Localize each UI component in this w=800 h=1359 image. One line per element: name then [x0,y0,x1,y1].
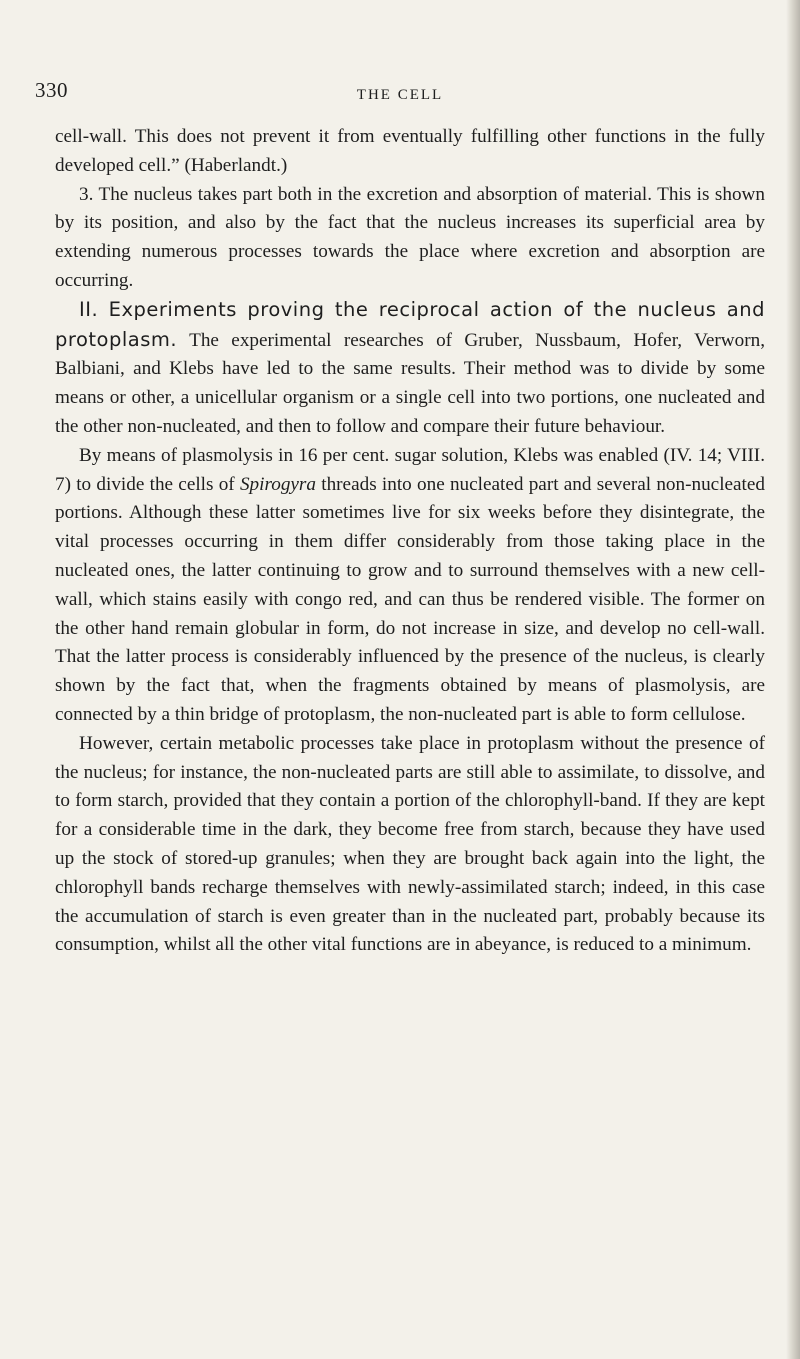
paragraph-experiments [55,296,765,442]
page-header [35,78,765,106]
paragraph-metabolic-processes: However, certain metabolic processes take place in protoplasm without the presence of the nucleus; for instance, the non-nucleated parts are still able to assimilate, to dissolve, and to form starch, provided that they contain a portion of the chlorophyll-band. If they are kept for a considerable time in the dark, they become free from starch, because they have used up the stock of stored-up granules; when they are brought back again into the light, the chlorophyll bands recharge themselves with newly-assimilated starch; indeed, in this case the accumulation of starch is even greater than in the nucleated part, probably because its consumption, whilst all the other vital functions are in abeyance, is reduced to a minimum. [55,732,765,956]
paragraph-plasmolysis [55,442,765,730]
paragraph-plasmolysis-rest: threads into one nucleated part and several non-nucleated portions. Although these latter sometimes live for six weeks before they disintegrate, the vital processes occurring in them differ considerably from those taking place in the nucleated ones, the latter continuing to grow and to surround themselves with a new cell-wall, which stains easily with congo red, and can thus be rendered visible. The former on the other hand remain globular in form, do not increase in size, and develop no cell-wall. That the latter process is considerably influenced by the presence of the nucleus, is clearly shown by the fact that, when the fragments obtained by means of plasmolysis, are connected by a thin bridge of protoplasm, the non-nucleated part is able to form cellulose. [55,473,765,725]
section-heading: II. Experiments proving the reciprocal action of the nucleus and protoplasm. [55,297,765,351]
paragraph-nucleus-excretion: 3. The nucleus takes part both in the excretion and absorption of material. This is shown by its position, and also by the fact that the nucleus increases its superficial area by extending numerous processes towards the place where excretion and absorption are occurring. [55,183,765,291]
body-text [55,123,765,960]
page-edge-shadow [786,0,800,1359]
paragraph-continuation: cell-wall. This does not prevent it from eventually fulfilling other functions in the fully developed cell.” (Haberlandt.) [55,126,765,176]
running-head: THE CELL [356,87,444,103]
paragraph-experiments-text: The experimental researches of Gruber, Nussbaum, Hofer, Verworn, Balbiani, and Klebs have led to the same results. Their method was to divide by some means or other, a unicellular organism or a single cell into two portions, one nucleated and the other non-nucleated, and then to follow and compare their future behaviour. [55,329,765,437]
page-number: 330 [35,78,68,102]
genus-name-spirogyra: Spirogyra [239,473,316,495]
paragraph-plasmolysis-start: By means of plasmolysis in 16 per cent. sugar solution, Klebs was enabled (IV. 14; VIII. 7) to divide the cells of [55,444,765,495]
